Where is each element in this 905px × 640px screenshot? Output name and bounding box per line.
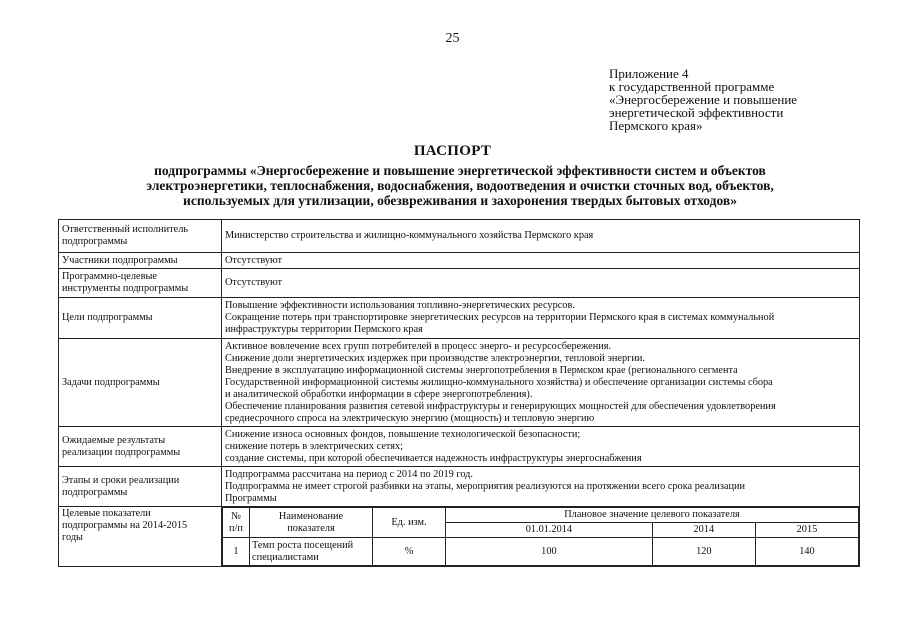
targets-table (222, 507, 859, 566)
row-value: Отсутствуют (222, 253, 860, 269)
row-label: Ответственный исполнитель подпрограммы (59, 220, 222, 253)
target-value: 120 (652, 538, 755, 566)
document-title: ПАСПОРТ (413, 143, 492, 159)
header-year: 2015 (755, 523, 858, 538)
header-unit: Ед. изм. (373, 508, 446, 538)
page-number: 25 (445, 31, 460, 46)
document-subtitle (60, 163, 860, 208)
row-label: Цели подпрограммы (59, 298, 222, 339)
appendix-line: «Энергосбережение и повышение (609, 92, 798, 107)
appendix-line: Приложение 4 (609, 66, 689, 81)
row-label: Ожидаемые результаты реализации подпрограммы (59, 427, 222, 467)
row-label: Участники подпрограммы (59, 253, 222, 269)
target-row (223, 538, 859, 566)
table-row (59, 220, 860, 253)
header-num: № п/п (223, 508, 250, 538)
passport-table (58, 219, 860, 567)
header-year: 2014 (652, 523, 755, 538)
table-row (59, 507, 860, 567)
target-value: 140 (755, 538, 858, 566)
appendix-line: энергетической эффективности (609, 105, 784, 120)
appendix-note (609, 67, 889, 132)
row-label: Программно-целевые инструменты подпрограммы (59, 269, 222, 298)
row-label: Задачи подпрограммы (59, 339, 222, 427)
row-value: Активное вовлечение всех групп потребителей в процесс энерго- и ресурсосбережения. Снижение доли энергетических издержек при производстве электроэнергии, тепловой энергии. Внедрение в эксплуатацию информационной системы энергопотребления в Пермском крае (регионального сегмента Государственной информационной системы жилищно-коммунального хозяйства) и обеспечение организации системы сбора и аналитической обработки информации в сфере энергопотребления). Обеспечение планирования развития сетевой инфраструктуры и генерирующих мощностей для обеспечения удовлетворения среднесрочного спроса на электрическую энергию (мощность) и тепловую энергию (222, 339, 860, 427)
row-value: Повышение эффективности использования топливно-энергетических ресурсов. Сокращение потерь при транспортировке энергетических ресурсов на территории Пермского края в системах коммунальной инфраструктуры территории Пермского края (222, 298, 860, 339)
row-value: Отсутствуют (222, 269, 860, 298)
target-value: 100 (446, 538, 653, 566)
header-planned: Плановое значение целевого показателя (446, 508, 859, 523)
row-label: Целевые показатели подпрограммы на 2014-2015 годы (59, 507, 222, 567)
table-row (59, 269, 860, 298)
table-row (59, 339, 860, 427)
header-year: 01.01.2014 (446, 523, 653, 538)
table-row (59, 298, 860, 339)
row-value: Снижение износа основных фондов, повышение технологической безопасности; снижение потерь в электрических сетях; создание системы, при которой обеспечивается надежность инфраструктуры энергоснабжения (222, 427, 860, 467)
subtitle-line: используемых для утилизации, обезвреживания и захоронения твердых бытовых отходов» (183, 193, 737, 208)
table-row (59, 253, 860, 269)
target-num: 1 (223, 538, 250, 566)
header-name: Наименование показателя (250, 508, 373, 538)
subtitle-line: подпрограммы «Энергосбережение и повышение энергетической эффективности систем и объектов (154, 163, 766, 178)
subtitle-line: электроэнергетики, теплоснабжения, водоснабжения, водоотведения и очистки сточных вод, объектов, (146, 178, 774, 193)
table-row (59, 467, 860, 507)
appendix-line: к государственной программе (609, 79, 775, 94)
row-label: Этапы и сроки реализации подпрограммы (59, 467, 222, 507)
appendix-line: Пермского края» (609, 118, 703, 133)
row-value: Подпрограмма рассчитана на период с 2014 по 2019 год. Подпрограмма не имеет строгой разбивки на этапы, мероприятия реализуются на протяжении всего срока реализации Программы (222, 467, 860, 507)
targets-cell (222, 507, 860, 567)
table-row (59, 427, 860, 467)
target-unit: % (373, 538, 446, 566)
row-value: Министерство строительства и жилищно-коммунального хозяйства Пермского края (222, 220, 860, 253)
target-name: Темп роста посещений специалистами (250, 538, 373, 566)
